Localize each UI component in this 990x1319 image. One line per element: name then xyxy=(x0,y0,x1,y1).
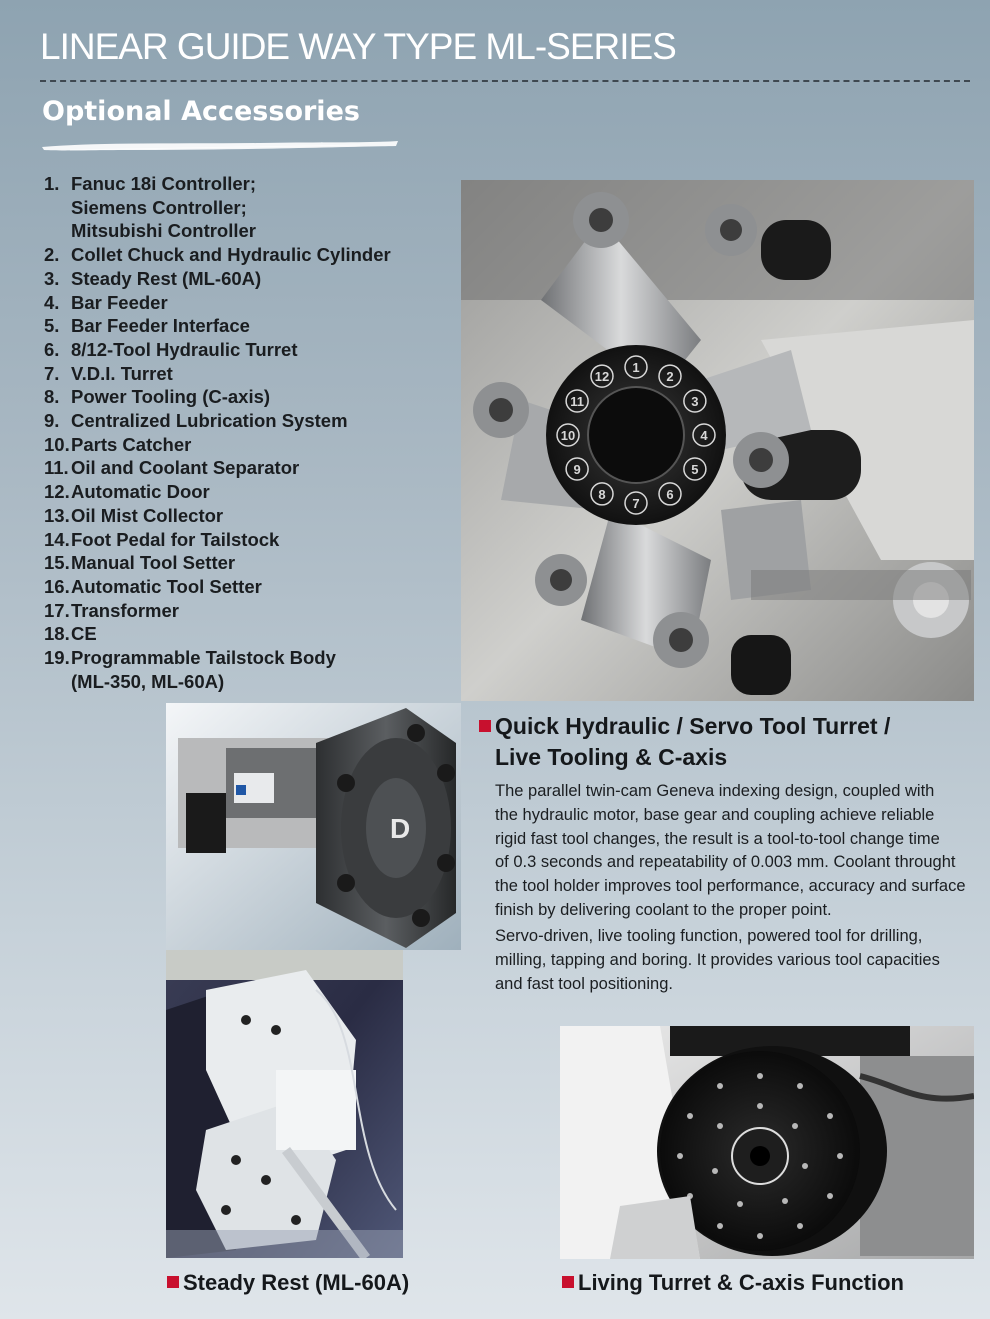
turret-section-title xyxy=(479,711,890,773)
list-item-number: 16. xyxy=(44,575,70,597)
turret-station-number: 5 xyxy=(691,462,699,477)
list-item xyxy=(44,528,391,552)
living-turret-caption-text: Living Turret & C-axis Function xyxy=(578,1270,904,1295)
list-item-text: Bar Feeder Interface xyxy=(71,315,250,337)
turret-station-number: 11 xyxy=(570,394,584,409)
turret-station-number: 4 xyxy=(700,428,708,443)
section-heading: Optional Accessories xyxy=(42,96,360,127)
description-line: and fast tool positioning. xyxy=(495,974,673,993)
description-line: finish by delivering coolant to the proper point. xyxy=(495,900,832,919)
list-item-text: Transformer xyxy=(71,599,179,621)
svg-text:D: D xyxy=(390,813,411,844)
turret-description-paragraph-2 xyxy=(495,925,965,996)
list-item-text: Automatic Door xyxy=(71,481,210,503)
description-line: milling, tapping and boring. It provides various tool capacities xyxy=(495,950,940,969)
list-item-text: Mitsubishi Controller xyxy=(71,220,256,242)
accessory-list xyxy=(44,172,391,693)
list-item-text: Collet Chuck and Hydraulic Cylinder xyxy=(71,244,391,266)
list-item-number: 9. xyxy=(44,410,60,432)
list-item xyxy=(44,456,391,480)
red-square-bullet xyxy=(479,720,491,732)
turret-station-number: 10 xyxy=(560,428,576,443)
steady-rest-photo xyxy=(166,950,403,1258)
turret-station-number: 9 xyxy=(573,462,581,477)
list-item-number: 8. xyxy=(44,386,60,408)
list-item-text: Oil and Coolant Separator xyxy=(71,457,300,479)
list-item-number: 12. xyxy=(44,481,70,503)
turret-title-line-2: Live Tooling & C-axis xyxy=(495,744,728,770)
list-item-number: 2. xyxy=(44,244,60,266)
turret-station-number: 12 xyxy=(594,369,610,385)
list-item xyxy=(44,409,391,433)
list-item-text: V.D.I. Turret xyxy=(71,362,173,384)
list-item xyxy=(44,385,391,409)
list-item-number: 1. xyxy=(44,173,60,194)
steady-rest-caption xyxy=(167,1270,409,1296)
list-item xyxy=(44,575,391,599)
list-item-number: 10. xyxy=(44,433,70,455)
list-item-text: Automatic Tool Setter xyxy=(71,575,262,597)
turret-title-line-1: Quick Hydraulic / Servo Tool Turret / xyxy=(495,713,891,739)
list-item-text: CE xyxy=(71,623,97,645)
list-item-text: Foot Pedal for Tailstock xyxy=(71,528,280,550)
list-item xyxy=(44,646,391,693)
list-item-text: (ML-350, ML-60A) xyxy=(71,670,225,692)
list-item xyxy=(44,172,391,243)
red-square-bullet xyxy=(167,1276,179,1288)
list-item xyxy=(44,551,391,575)
list-item-text: Parts Catcher xyxy=(71,433,192,455)
description-line: Servo-driven, live tooling function, powered tool for drilling, xyxy=(495,927,923,945)
description-line: of 0.3 seconds and repeatability of 0.003 mm. Coolant throught xyxy=(495,853,956,872)
list-item-number: 15. xyxy=(44,552,70,574)
list-item-number: 17. xyxy=(44,599,70,621)
red-square-bullet xyxy=(562,1276,574,1288)
dashed-divider xyxy=(40,80,970,82)
list-item-number: 11. xyxy=(44,457,69,479)
list-item-number: 6. xyxy=(44,338,60,360)
servo-turret-photo xyxy=(166,703,461,950)
list-item-text: Oil Mist Collector xyxy=(71,504,224,526)
list-item xyxy=(44,291,391,315)
turret-station-number: 3 xyxy=(691,394,699,409)
list-item xyxy=(44,314,391,338)
description-line: The parallel twin-cam Geneva indexing design, coupled with xyxy=(495,782,935,800)
description-line: the hydraulic motor, base gear and coupling achieve reliable xyxy=(495,805,935,824)
turret-station-number: 6 xyxy=(666,486,674,502)
list-item xyxy=(44,622,391,646)
turret-station-number: 1 xyxy=(632,360,640,375)
list-item-number: 14. xyxy=(44,528,70,550)
turret-description-paragraph-1 xyxy=(495,780,965,923)
list-item-number: 18. xyxy=(44,623,70,645)
list-item-number: 5. xyxy=(44,315,60,337)
turret-station-number: 8 xyxy=(598,486,606,502)
list-item-text: Manual Tool Setter xyxy=(71,552,236,574)
list-item-number: 13. xyxy=(44,504,70,526)
list-item xyxy=(44,267,391,291)
list-item-text: Siemens Controller; xyxy=(71,196,247,218)
list-item-text: Fanuc 18i Controller; xyxy=(71,173,257,194)
turret-station-number: 7 xyxy=(632,496,640,511)
description-line: the tool holder improves tool performance, accuracy and surface xyxy=(495,877,966,896)
page-title: LINEAR GUIDE WAY TYPE ML-SERIES xyxy=(40,26,676,67)
list-item xyxy=(44,338,391,362)
list-item-text: Centralized Lubrication System xyxy=(71,410,348,432)
list-item xyxy=(44,504,391,528)
list-item xyxy=(44,599,391,623)
list-item xyxy=(44,362,391,386)
list-item-number: 3. xyxy=(44,267,60,289)
list-item-text: Bar Feeder xyxy=(71,291,168,313)
description-line: rigid fast tool changes, the result is a tool-to-tool change time xyxy=(495,829,940,848)
list-item-text: Power Tooling (C-axis) xyxy=(71,386,271,408)
turret-station-number: 2 xyxy=(666,369,674,385)
list-item-number: 4. xyxy=(44,291,60,313)
list-item-text: Steady Rest (ML-60A) xyxy=(71,267,262,289)
living-turret-caption xyxy=(562,1270,904,1296)
brush-underline xyxy=(40,138,400,154)
list-item-number: 19. xyxy=(44,647,70,669)
list-item-number: 7. xyxy=(44,362,60,384)
turret-main-photo xyxy=(461,180,974,701)
list-item xyxy=(44,243,391,267)
list-item xyxy=(44,433,391,457)
list-item-text: 8/12-Tool Hydraulic Turret xyxy=(71,338,298,360)
steady-rest-caption-text: Steady Rest (ML-60A) xyxy=(183,1270,410,1295)
list-item xyxy=(44,480,391,504)
living-turret-photo xyxy=(560,1026,974,1259)
list-item-text: Programmable Tailstock Body xyxy=(71,647,336,669)
